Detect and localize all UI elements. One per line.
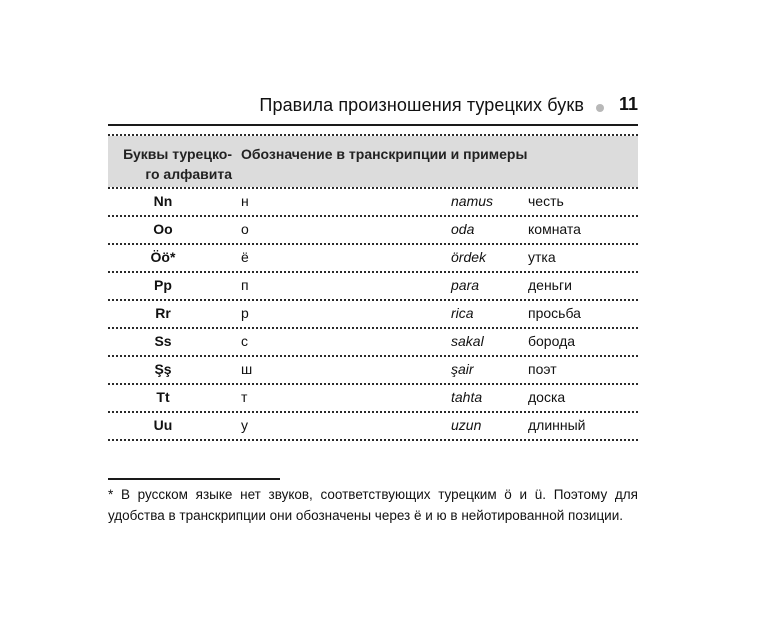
meaning-cell: просьба (528, 305, 581, 321)
table-row (108, 273, 638, 299)
transcription-cell: с (241, 333, 248, 349)
transcription-cell: у (241, 417, 248, 433)
letter-cell: Tt (156, 389, 170, 405)
table-body (108, 189, 638, 441)
table-row (108, 329, 638, 355)
transcription-cell: ё (241, 249, 249, 265)
column-header-letters-line2: го алфавита (145, 166, 232, 182)
transcription-cell: р (241, 305, 249, 321)
example-word-cell: oda (451, 221, 475, 237)
letter-cell: Öö* (150, 249, 176, 265)
alphabet-table (108, 134, 638, 441)
meaning-cell: борода (528, 333, 576, 349)
transcription-cell: т (241, 389, 248, 405)
table-row (108, 385, 638, 411)
example-word-cell: ördek (451, 249, 487, 265)
table-row (108, 413, 638, 439)
letter-cell: Uu (153, 417, 173, 433)
header-rule (108, 124, 638, 126)
letter-cell: Oo (153, 221, 173, 237)
meaning-cell: честь (528, 193, 564, 209)
example-word-cell: uzun (451, 417, 482, 433)
bullet-dot-icon (596, 104, 604, 112)
footnote-rule (108, 478, 280, 480)
example-word-cell: sakal (451, 333, 484, 349)
example-word-cell: namus (451, 193, 494, 209)
transcription-cell: п (241, 277, 249, 293)
table-row (108, 189, 638, 215)
example-word-cell: para (451, 277, 480, 293)
table-row (108, 245, 638, 271)
column-header-transcription: Обозначение в транскрипции и примеры (241, 146, 528, 162)
running-title: Правила произношения турецких букв (259, 95, 584, 115)
table-row (108, 357, 638, 383)
letter-cell: Şş (154, 361, 172, 377)
column-header-letters (120, 144, 232, 184)
page-number: 11 (618, 94, 638, 114)
running-head (108, 92, 638, 122)
example-word-cell: tahta (451, 389, 483, 405)
transcription-cell: н (241, 193, 249, 209)
meaning-cell: поэт (528, 361, 557, 377)
letter-cell: Pp (154, 277, 172, 293)
letter-cell: Nn (153, 193, 173, 209)
transcription-cell: о (241, 221, 249, 237)
transcription-cell: ш (241, 361, 253, 377)
letter-cell: Rr (155, 305, 171, 321)
footnote: * В русском языке нет звуков, соответствующих турецким ö и ü. Поэтому для удобства в транскрипции они обозначены через ё и ю в нейотированной позиции. (108, 487, 638, 523)
meaning-cell: деньги (528, 277, 572, 293)
example-word-cell: şair (451, 361, 474, 377)
row-divider (108, 439, 638, 441)
meaning-cell: доска (528, 389, 566, 405)
table-row (108, 217, 638, 243)
table-row (108, 301, 638, 327)
letter-cell: Ss (154, 333, 172, 349)
column-header-letters-line1: Буквы турецко- (123, 146, 232, 162)
example-word-cell: rica (451, 305, 474, 321)
meaning-cell: комната (528, 221, 581, 237)
meaning-cell: утка (528, 249, 556, 265)
meaning-cell: длинный (528, 417, 586, 433)
table-header (108, 136, 638, 187)
